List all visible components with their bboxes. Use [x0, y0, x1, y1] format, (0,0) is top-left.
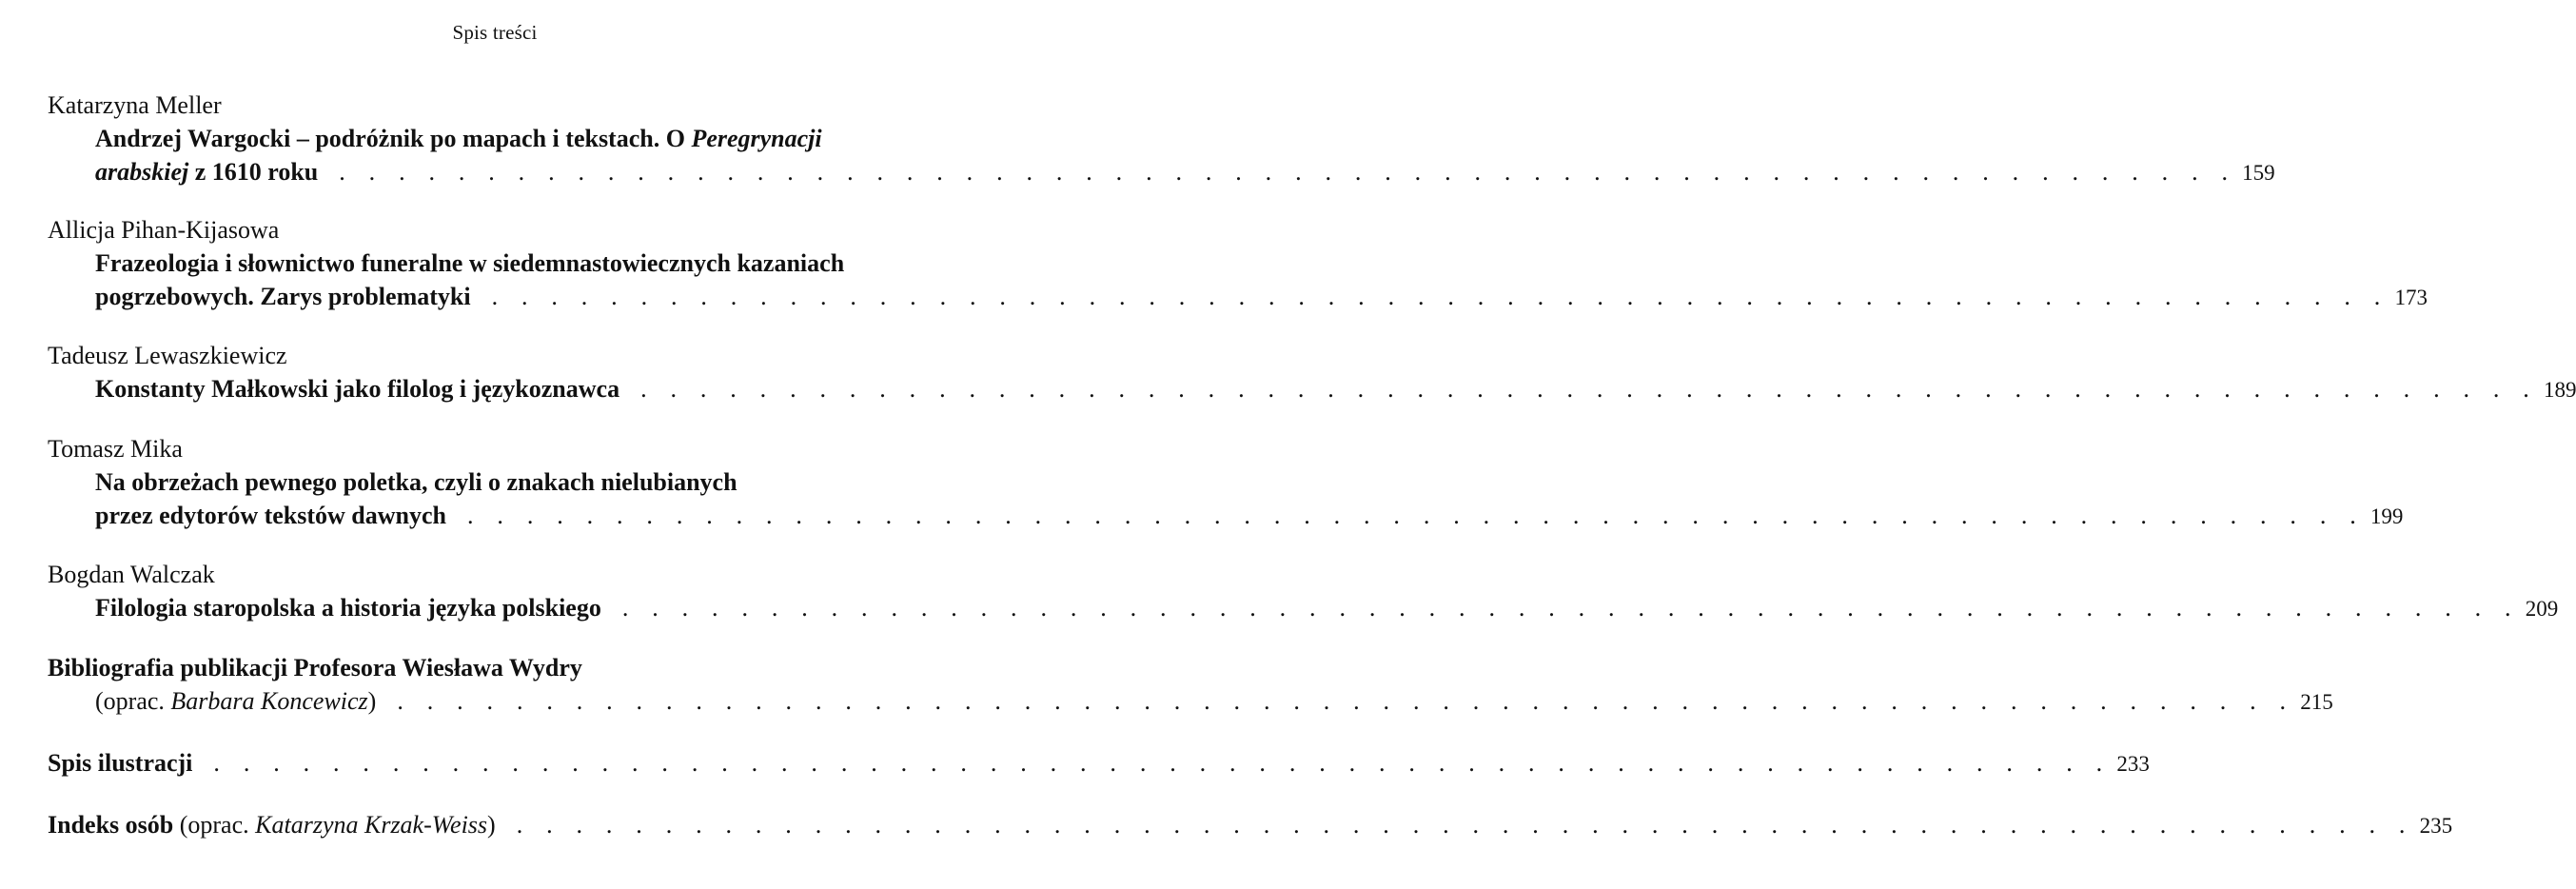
bibliography-sub-line — [95, 684, 2333, 719]
dot-leader: . . . . . . . . . . . . . . . . . . . . . . . . . . . . . . . . . . . . . . . . . . . . . . . . . . . . . . . . . . . . . . . . — [467, 502, 2365, 529]
page-number: 209 — [2525, 597, 2559, 621]
illustrations-line — [48, 746, 2150, 780]
dot-leader: . . . . . . . . . . . . . . . . . . . . . . . . . . . . . . . . . . . . . . . . . . . . . . . . . . . . . . . . . . . . . . . . — [397, 687, 2295, 715]
dot-leader: . . . . . . . . . . . . . . . . . . . . . . . . . . . . . . . . . . . . . . . . . . . . . . . . . . . . . . . . . . . . . . . . — [213, 749, 2112, 777]
entry-title-text: Filologia staropolska a historia języka polskiego — [95, 594, 601, 622]
entry-title-rest: z 1610 roku — [188, 158, 319, 186]
entry-title-last-line — [95, 280, 2428, 314]
entry-title-text: Andrzej Wargocki – podróżnik po mapach i tekstach. O — [95, 125, 692, 152]
editor-suffix: ) — [367, 687, 377, 715]
editor-suffix: ) — [487, 811, 496, 839]
entry-title-text: przez edytorów tekstów dawnych — [95, 502, 447, 529]
illustrations-title: Spis ilustracji — [48, 749, 193, 777]
toc-entry-index — [48, 808, 2453, 842]
entry-author: Allicja Pihan-Kijasowa — [48, 216, 280, 244]
dot-leader: . . . . . . . . . . . . . . . . . . . . . . . . . . . . . . . . . . . . . . . . . . . . . . . . . . . . . . . . . . . . . . . . — [621, 594, 2520, 622]
index-text — [48, 808, 496, 841]
entry-title-last-line — [95, 372, 2576, 406]
toc-entry-walczak — [48, 559, 2559, 625]
entry-title-text — [95, 155, 318, 188]
entry-author: Tadeusz Lewaszkiewicz — [48, 342, 287, 369]
page-header: Spis treści — [452, 21, 538, 44]
entry-author: Katarzyna Meller — [48, 91, 222, 119]
editor-name: Barbara Koncewicz — [170, 687, 368, 715]
page-number: 199 — [2370, 504, 2404, 528]
dot-leader: . . . . . . . . . . . . . . . . . . . . . . . . . . . . . . . . . . . . . . . . . . . . . . . . . . . . . . . . . . . . . . . . — [491, 283, 2389, 310]
bibliography-title: Bibliografia publikacji Profesora Wiesława Wydry — [48, 654, 582, 682]
entry-title-last-line — [95, 155, 2275, 189]
editor-prefix: (oprac. — [173, 811, 256, 839]
toc-entry-meller — [48, 89, 2275, 189]
page-number: 235 — [2419, 814, 2453, 838]
editor-prefix: (oprac. — [95, 687, 171, 715]
entry-title-last-line — [95, 499, 2404, 533]
entry-title-italic: arabskiej — [95, 158, 189, 186]
entry-title-text: pogrzebowych. Zarys problematyki — [95, 283, 471, 310]
entry-title-line — [95, 122, 946, 155]
entry-title-italic: Peregrynacji — [691, 125, 822, 152]
page-number: 215 — [2300, 690, 2333, 714]
bibliography-editor — [95, 684, 376, 718]
index-title: Indeks osób — [48, 811, 174, 839]
entry-title-last-line — [95, 591, 2559, 625]
dot-leader: . . . . . . . . . . . . . . . . . . . . . . . . . . . . . . . . . . . . . . . . . . . . . . . . . . . . . . . . . . . . . . . . — [339, 158, 2237, 186]
toc-entry-bibliography — [48, 651, 2333, 719]
toc-entry-mika — [48, 433, 2404, 533]
entry-author: Bogdan Walczak — [48, 561, 215, 588]
toc-entry-pihan-kijasowa — [48, 214, 2428, 314]
dot-leader: . . . . . . . . . . . . . . . . . . . . . . . . . . . . . . . . . . . . . . . . . . . . . . . . . . . . . . . . . . . . . . . . — [640, 375, 2538, 403]
toc-entry-illustrations — [48, 746, 2150, 780]
entry-author: Tomasz Mika — [48, 435, 183, 463]
editor-name: Katarzyna Krzak-Weiss — [255, 811, 488, 839]
page-number: 233 — [2116, 752, 2150, 776]
page-number: 173 — [2394, 286, 2428, 309]
index-line — [48, 808, 2453, 842]
page-number: 159 — [2242, 161, 2275, 185]
page-number: 189 — [2543, 378, 2576, 402]
toc-entry-lewaszkiewicz — [48, 340, 2576, 406]
entry-title-line: Na obrzeżach pewnego poletka, czyli o znakach nielubianych — [95, 468, 737, 496]
entry-title-line: Frazeologia i słownictwo funeralne w siedemnastowiecznych kazaniach — [95, 249, 845, 277]
dot-leader: . . . . . . . . . . . . . . . . . . . . . . . . . . . . . . . . . . . . . . . . . . . . . . . . . . . . . . . . . . . . . . . . — [516, 811, 2414, 839]
entry-title-text: Konstanty Małkowski jako filolog i językoznawca — [95, 375, 620, 403]
